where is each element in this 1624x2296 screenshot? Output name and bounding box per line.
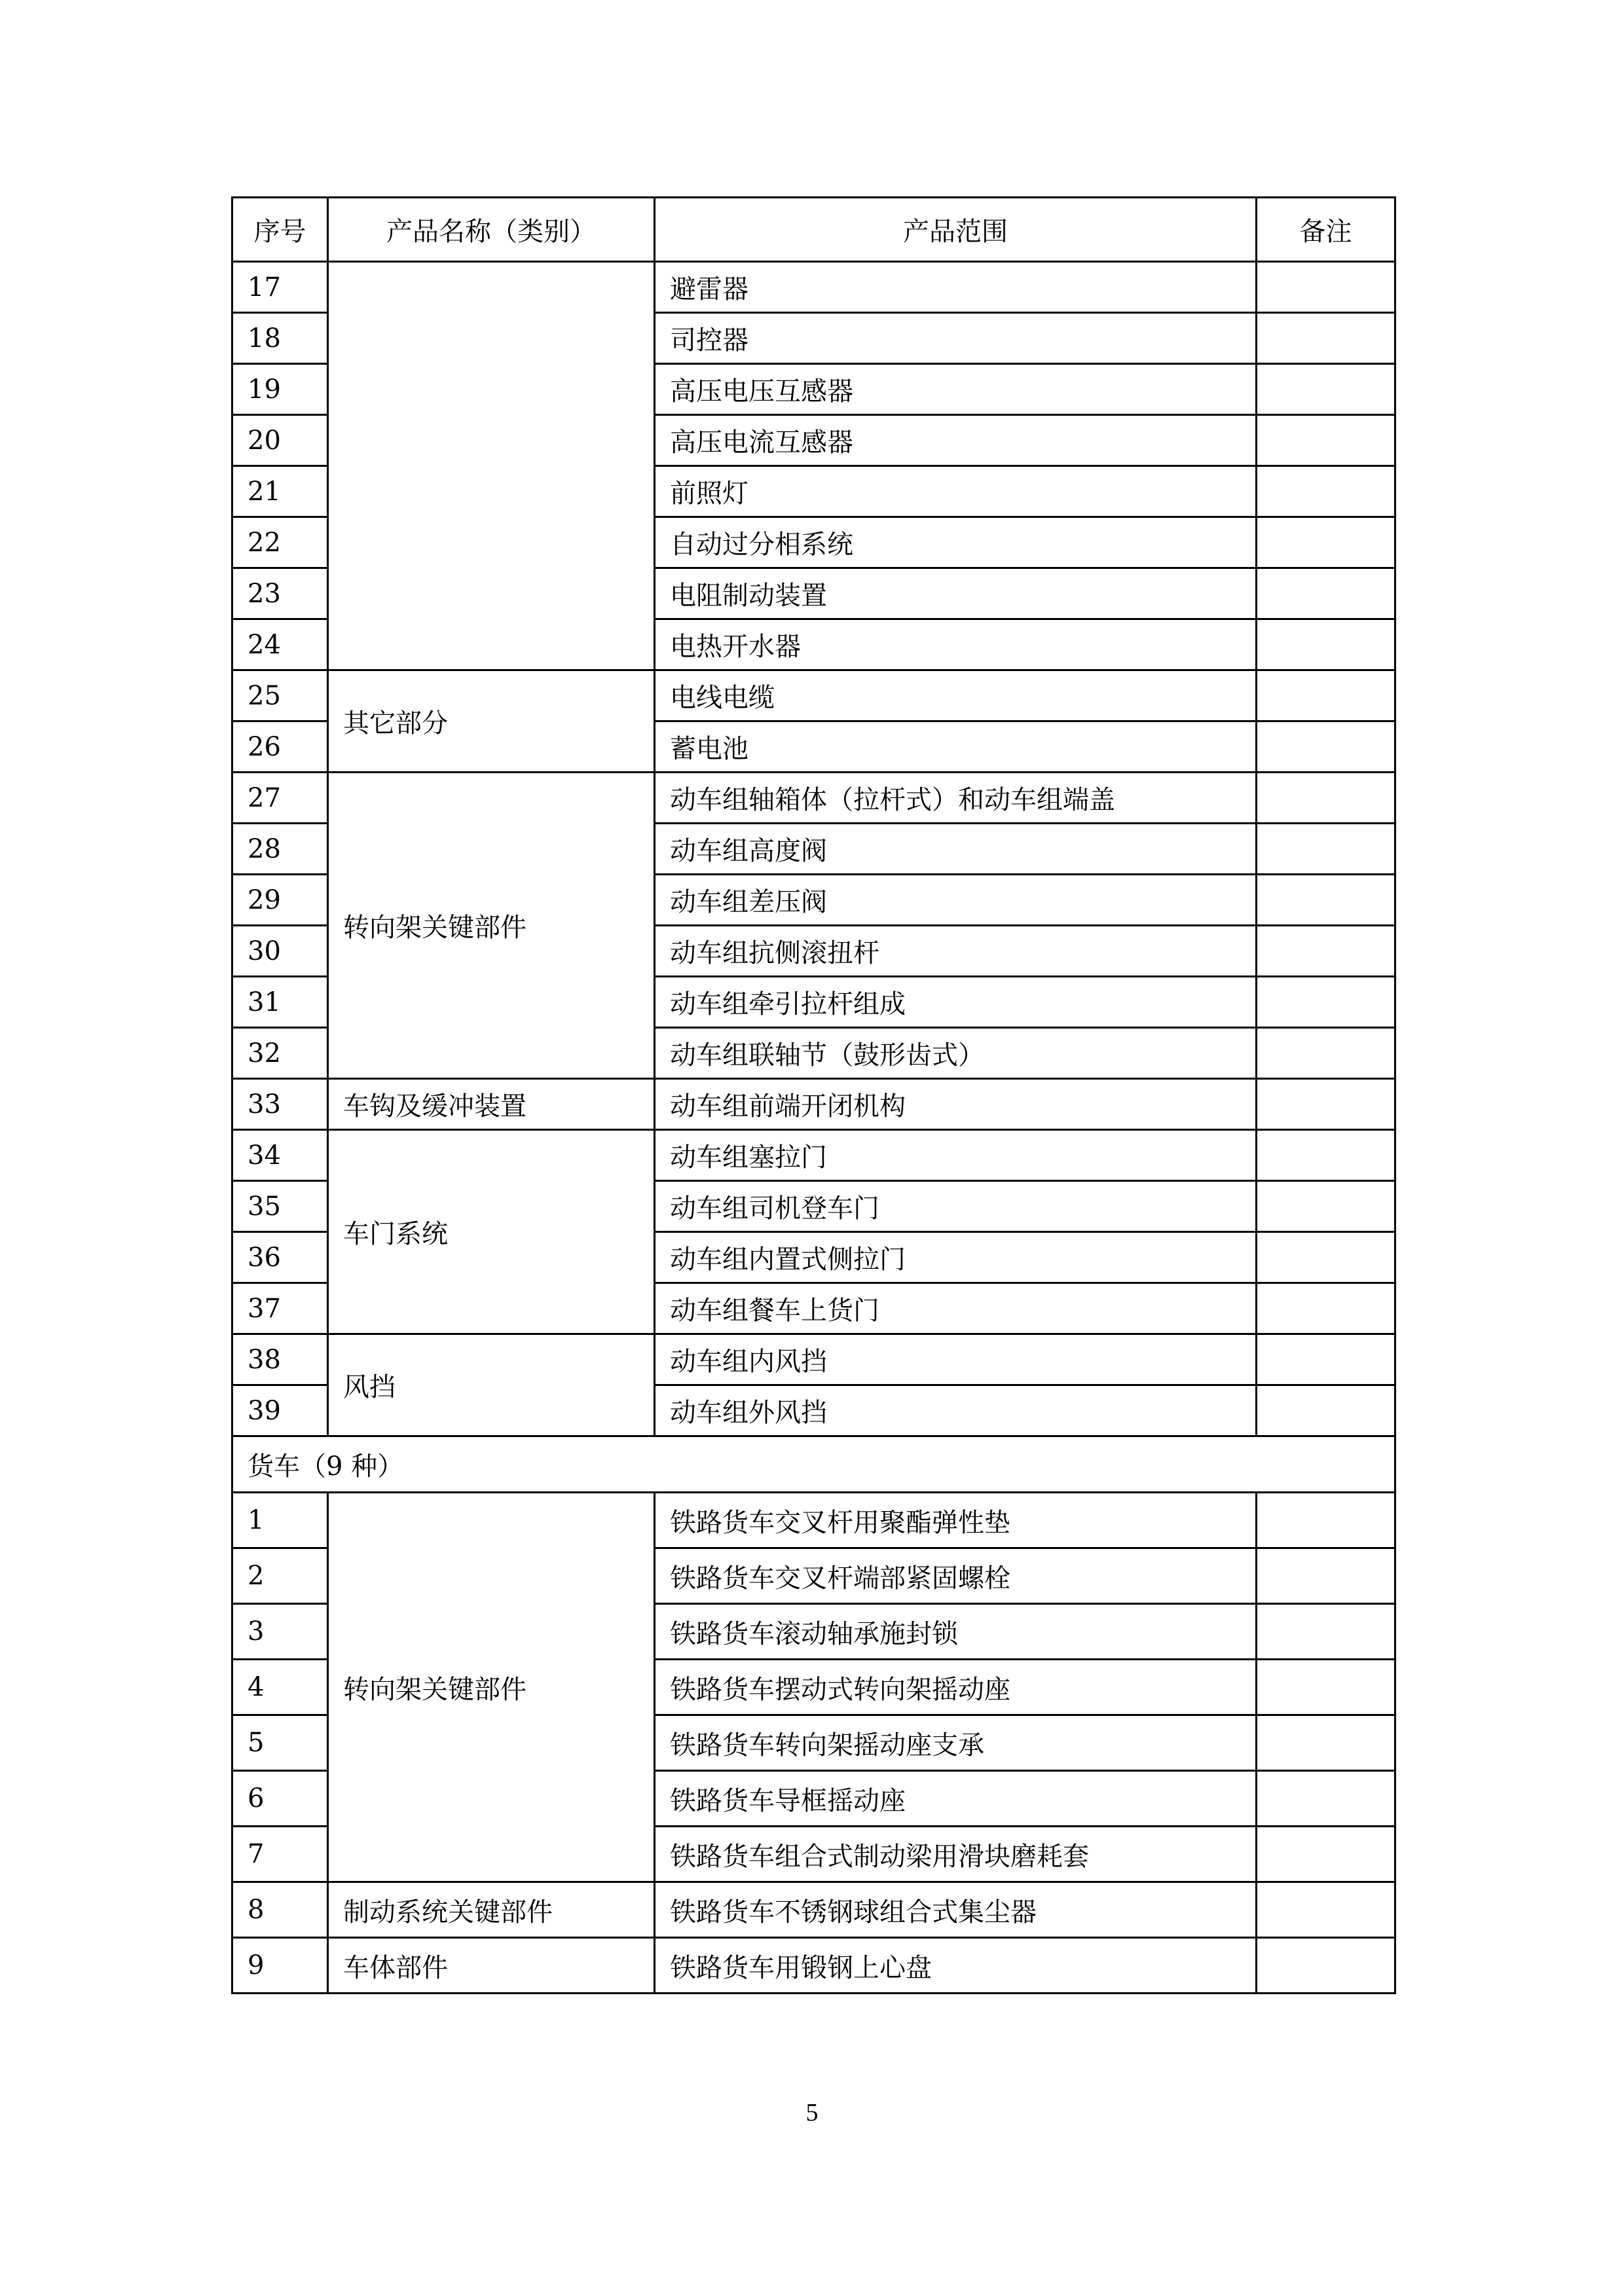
seq-cell: 25 <box>232 670 328 721</box>
scope-cell: 动车组司机登车门 <box>655 1181 1257 1232</box>
category-cell: 其它部分 <box>328 670 655 773</box>
category-cell: 制动系统关键部件 <box>328 1882 655 1938</box>
note-cell <box>1257 773 1395 824</box>
table-row <box>232 1493 1395 1548</box>
note-cell <box>1257 1283 1395 1334</box>
seq-cell: 30 <box>232 926 328 977</box>
scope-cell: 前照灯 <box>655 466 1257 517</box>
note-cell <box>1257 977 1395 1028</box>
seq-cell: 8 <box>232 1882 328 1938</box>
category-cell: 车门系统 <box>328 1130 655 1334</box>
note-cell <box>1257 1827 1395 1882</box>
note-cell <box>1257 1938 1395 1994</box>
note-cell <box>1257 1385 1395 1436</box>
table-row <box>232 1938 1395 1994</box>
scope-cell: 自动过分相系统 <box>655 517 1257 568</box>
scope-cell: 动车组轴箱体（拉杆式）和动车组端盖 <box>655 773 1257 824</box>
note-cell <box>1257 517 1395 568</box>
note-cell <box>1257 1548 1395 1604</box>
scope-cell: 铁路货车组合式制动梁用滑块磨耗套 <box>655 1827 1257 1882</box>
scope-cell: 高压电流互感器 <box>655 415 1257 466</box>
scope-cell: 铁路货车交叉杆用聚酯弹性垫 <box>655 1493 1257 1548</box>
scope-cell: 动车组餐车上货门 <box>655 1283 1257 1334</box>
seq-cell: 23 <box>232 568 328 619</box>
scope-cell: 铁路货车交叉杆端部紧固螺栓 <box>655 1548 1257 1604</box>
note-cell <box>1257 313 1395 364</box>
table-row <box>232 262 1395 313</box>
seq-cell: 37 <box>232 1283 328 1334</box>
note-cell <box>1257 1604 1395 1660</box>
seq-cell: 27 <box>232 773 328 824</box>
seq-cell: 34 <box>232 1130 328 1181</box>
scope-cell: 动车组高度阀 <box>655 824 1257 875</box>
scope-cell: 电热开水器 <box>655 619 1257 670</box>
table-row <box>232 1334 1395 1385</box>
note-cell <box>1257 1493 1395 1548</box>
scope-cell: 铁路货车导框摇动座 <box>655 1771 1257 1827</box>
note-cell <box>1257 1715 1395 1771</box>
scope-cell: 动车组内风挡 <box>655 1334 1257 1385</box>
scope-cell: 动车组前端开闭机构 <box>655 1079 1257 1130</box>
seq-cell: 33 <box>232 1079 328 1130</box>
note-cell <box>1257 1130 1395 1181</box>
product-table <box>231 196 1396 1994</box>
note-cell <box>1257 670 1395 721</box>
scope-cell: 铁路货车不锈钢球组合式集尘器 <box>655 1882 1257 1938</box>
scope-cell: 动车组牵引拉杆组成 <box>655 977 1257 1028</box>
seq-cell: 7 <box>232 1827 328 1882</box>
table-row <box>232 1079 1395 1130</box>
category-cell: 转向架关键部件 <box>328 773 655 1079</box>
section-row <box>232 1436 1395 1493</box>
scope-cell: 动车组差压阀 <box>655 875 1257 926</box>
note-cell <box>1257 875 1395 926</box>
scope-cell: 避雷器 <box>655 262 1257 313</box>
note-cell <box>1257 1232 1395 1283</box>
seq-cell: 28 <box>232 824 328 875</box>
note-cell <box>1257 415 1395 466</box>
category-cell: 车体部件 <box>328 1938 655 1994</box>
table-row <box>232 670 1395 721</box>
scope-cell: 铁路货车用锻钢上心盘 <box>655 1938 1257 1994</box>
scope-cell: 高压电压互感器 <box>655 364 1257 415</box>
scope-cell: 动车组塞拉门 <box>655 1130 1257 1181</box>
seq-cell: 4 <box>232 1660 328 1715</box>
header-note: 备注 <box>1257 198 1395 262</box>
note-cell <box>1257 1771 1395 1827</box>
seq-cell: 6 <box>232 1771 328 1827</box>
scope-cell: 司控器 <box>655 313 1257 364</box>
note-cell <box>1257 1079 1395 1130</box>
note-cell <box>1257 926 1395 977</box>
note-cell <box>1257 1181 1395 1232</box>
seq-cell: 3 <box>232 1604 328 1660</box>
note-cell <box>1257 262 1395 313</box>
scope-cell: 电阻制动装置 <box>655 568 1257 619</box>
category-cell: 风挡 <box>328 1334 655 1436</box>
note-cell <box>1257 568 1395 619</box>
seq-cell: 31 <box>232 977 328 1028</box>
seq-cell: 2 <box>232 1548 328 1604</box>
seq-cell: 38 <box>232 1334 328 1385</box>
scope-cell: 动车组内置式侧拉门 <box>655 1232 1257 1283</box>
seq-cell: 26 <box>232 721 328 773</box>
category-cell <box>328 262 655 670</box>
seq-cell: 20 <box>232 415 328 466</box>
page-number: 5 <box>805 2099 819 2126</box>
scope-cell: 动车组联轴节（鼓形齿式） <box>655 1028 1257 1079</box>
seq-cell: 35 <box>232 1181 328 1232</box>
seq-cell: 24 <box>232 619 328 670</box>
seq-cell: 17 <box>232 262 328 313</box>
note-cell <box>1257 619 1395 670</box>
category-cell: 转向架关键部件 <box>328 1493 655 1882</box>
scope-cell: 动车组外风挡 <box>655 1385 1257 1436</box>
seq-cell: 32 <box>232 1028 328 1079</box>
seq-cell: 21 <box>232 466 328 517</box>
seq-cell: 9 <box>232 1938 328 1994</box>
table-row <box>232 773 1395 824</box>
scope-cell: 电线电缆 <box>655 670 1257 721</box>
note-cell <box>1257 1334 1395 1385</box>
category-cell: 车钩及缓冲装置 <box>328 1079 655 1130</box>
section-freight-heading: 货车（9 种） <box>232 1436 1395 1493</box>
seq-cell: 1 <box>232 1493 328 1548</box>
scope-cell: 铁路货车滚动轴承施封锁 <box>655 1604 1257 1660</box>
note-cell <box>1257 1660 1395 1715</box>
seq-cell: 29 <box>232 875 328 926</box>
seq-cell: 22 <box>232 517 328 568</box>
seq-cell: 19 <box>232 364 328 415</box>
seq-cell: 5 <box>232 1715 328 1771</box>
header-name: 产品名称（类别） <box>328 198 655 262</box>
seq-cell: 36 <box>232 1232 328 1283</box>
note-cell <box>1257 721 1395 773</box>
note-cell <box>1257 824 1395 875</box>
seq-cell: 39 <box>232 1385 328 1436</box>
table-header-row <box>232 198 1395 262</box>
note-cell <box>1257 466 1395 517</box>
seq-cell: 18 <box>232 313 328 364</box>
header-seq: 序号 <box>232 198 328 262</box>
note-cell <box>1257 1028 1395 1079</box>
header-scope: 产品范围 <box>655 198 1257 262</box>
scope-cell: 铁路货车摆动式转向架摇动座 <box>655 1660 1257 1715</box>
scope-cell: 蓄电池 <box>655 721 1257 773</box>
scope-cell: 动车组抗侧滚扭杆 <box>655 926 1257 977</box>
note-cell <box>1257 1882 1395 1938</box>
table-row <box>232 1130 1395 1181</box>
note-cell <box>1257 364 1395 415</box>
table-row <box>232 1882 1395 1938</box>
scope-cell: 铁路货车转向架摇动座支承 <box>655 1715 1257 1771</box>
